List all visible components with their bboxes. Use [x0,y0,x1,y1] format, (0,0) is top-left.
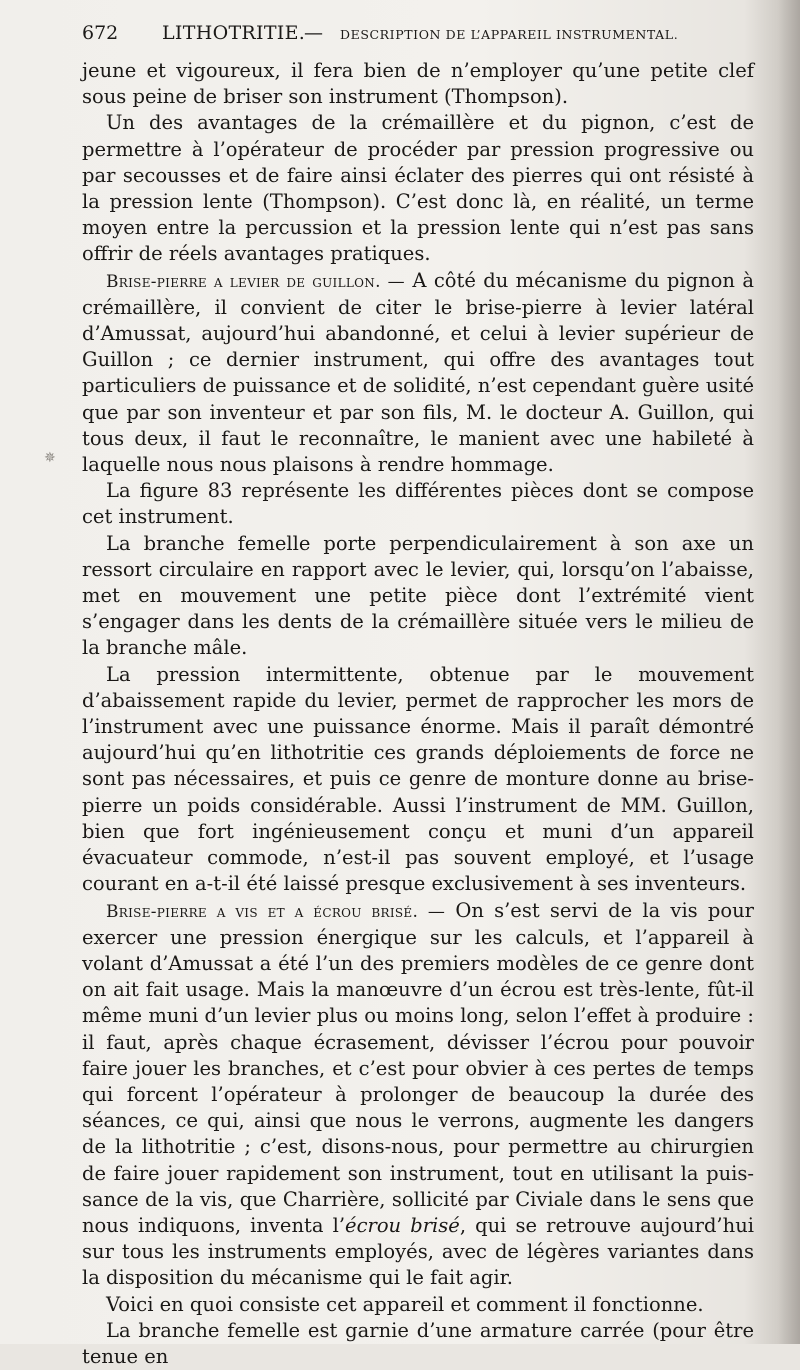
running-title: LITHOTRITIE. [162,22,306,44]
section-heading-ecrou: Brise-pierre a vis et a écrou brisé. — [106,901,446,922]
paragraph-7 [82,898,754,1292]
running-dash: — [304,22,323,44]
paragraph-3 [82,268,754,479]
paragraph-5: La branche femelle porte perpendiculairement à son axe un ressort circulaire en rapport avec le levier, qui, lorsqu’on l’abaisse, met en mouvement une petite pièce dont l’extrémité vient s’engager dans les dents de la crémaillère située vers le milieu de la branche mâle. [82,531,754,660]
paragraph-6: La pression intermittente, obtenue par le mouvement d’abaissement rapide du levier, permet de rapprocher les mors de l’instrument avec une puissance énorme. Mais il paraît démontré aujourd’hui qu’en lithotritie ces grands déploiements de force ne sont pas nécessaires, et puis ce genre de monture donne au brise-pierre un poids considérable. Aussi l’instrument de MM. Guillon, bien que fort ingénieusement conçu et muni d’un appareil évacuateur commode, n’est-il pas souvent employé, et l’usage courant en a-t-il été laissé presque exclusivement à ses inventeurs. [82,662,754,896]
paragraph-7-text-b: , qui se retrouve aujourd’hui sur tous les instruments employés, avec de légères variantes dans la disposition du mécanisme qui le fait agir. [82,1213,754,1290]
paragraph-3-text: A côté du mécanisme du pignon à crémaillère, il convient de citer le brise-pierre à levier latéral d’Amussat, aujourd’hui abandonné, et celui à levier supérieur de Guillon ; ce dernier instrument, qui offre des avantages tout particuliers de puissance et de solidité, n’est cependant guère usité que par son inventeur et par son fils, M. le docteur A. Guillon, qui tous deux, il faut le reconnaître, le manient avec une habileté à laquelle nous nous plaisons à rendre hommage. [82,268,754,477]
margin-bullet-icon: ✵ [44,450,56,466]
paragraph-4: La figure 83 représente les différentes pièces dont se compose cet instrument. [82,479,754,529]
paragraph-8: Voici en quoi consiste cet appareil et comment il fonctionne. [106,1292,704,1316]
paragraph-1: jeune et vigoureux, il fera bien de n’employer qu’une petite clef sous peine de briser son instrument (Thompson). [82,59,754,109]
paragraph-7-italic: écrou brisé [345,1213,460,1237]
page-body [82,58,754,1370]
page-gutter-shadow [778,0,800,1344]
running-subtitle: DESCRIPTION DE L’APPAREIL INSTRUMENTAL. [340,27,679,42]
paragraph-9: La branche femelle est garnie d’une armature carrée (pour être tenue en [82,1318,754,1368]
section-heading-guillon: Brise-pierre a levier de guillon. — [106,271,405,292]
running-header [82,20,762,50]
page-number: 672 [82,22,119,44]
paragraph-7-text-a: On s’est servi de la vis pour exercer une pression énergique sur les calculs, et l’appareil à volant d’Amussat a été l’un des premiers modèles de ce genre dont on ait fait usage. Mais la manœuvre d’un écrou est très-lente, fût-il même muni d’un levier plus ou moins long, selon l’effet à produire : il faut, après chaque écrasement, dévisser l’écrou pour pouvoir faire jouer les branches, et c’est pour obvier à ces pertes de temps qui forcent l’opérateur à prolonger de beaucoup la durée des séances, ce qui, ainsi que nous le verrons, augmente les dangers de la lithotritie ; c’est, disons-nous, pour permettre au chirurgien de faire jouer rapidement son instrument, tout en utilisant la puissance de la vis, que Charrière, sollicité par Civiale dans le sens que nous indiquons, inventa l’ [82,898,754,1237]
paragraph-2: Un des avantages de la crémaillère et du pignon, c’est de permettre à l’opérateur de procéder par pression progressive ou par secousses et de faire ainsi éclater des pierres qui ont résisté à la pression lente (Thompson). C’est donc là, en réalité, un terme moyen entre la percussion et la pression lente qui n’est pas sans offrir de réels avantages pratiques. [82,111,754,266]
